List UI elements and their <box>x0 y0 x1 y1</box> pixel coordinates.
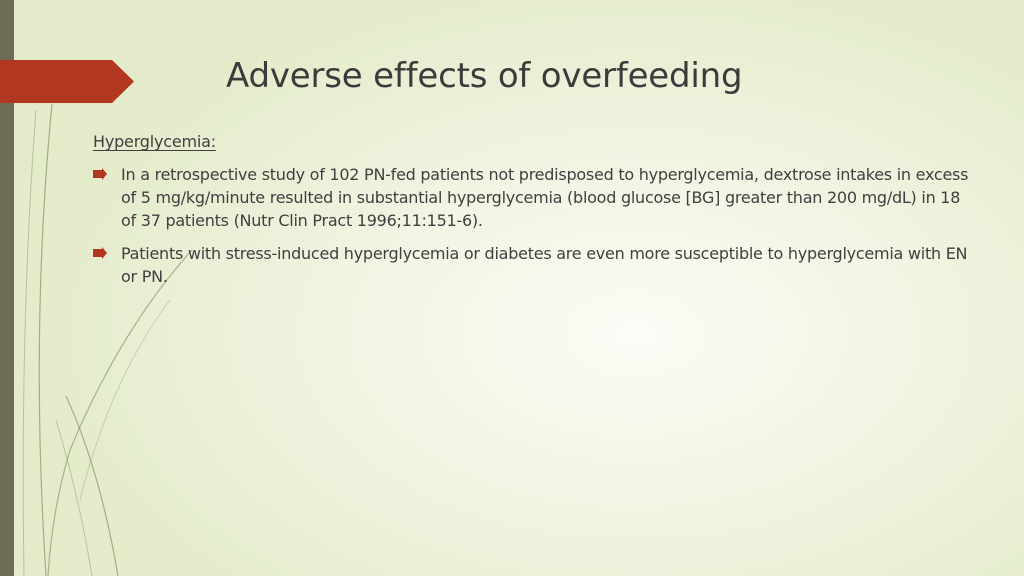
bullet-list <box>93 163 973 288</box>
arrow-bullet-icon <box>93 168 107 180</box>
slide-title: Adverse effects of overfeeding <box>226 56 743 96</box>
bullet-text: Patients with stress-induced hyperglycemia or diabetes are even more susceptible to hyperglycemia with EN or PN. <box>121 244 968 286</box>
subheading: Hyperglycemia: <box>93 132 216 151</box>
bullet-item <box>93 163 973 232</box>
title-accent-tab <box>0 60 134 103</box>
slide-content <box>93 130 973 298</box>
arrow-bullet-icon <box>93 247 107 259</box>
bullet-text: In a retrospective study of 102 PN-fed patients not predisposed to hyperglycemia, dextrose intakes in excess of 5 mg/kg/minute resulted in substantial hyperglycemia (blood glucose [BG] greater than 200 mg/dL) in 18 of 37 patients (Nutr Clin Pract 1996;11:151-6). <box>121 165 969 230</box>
bullet-item <box>93 242 973 288</box>
